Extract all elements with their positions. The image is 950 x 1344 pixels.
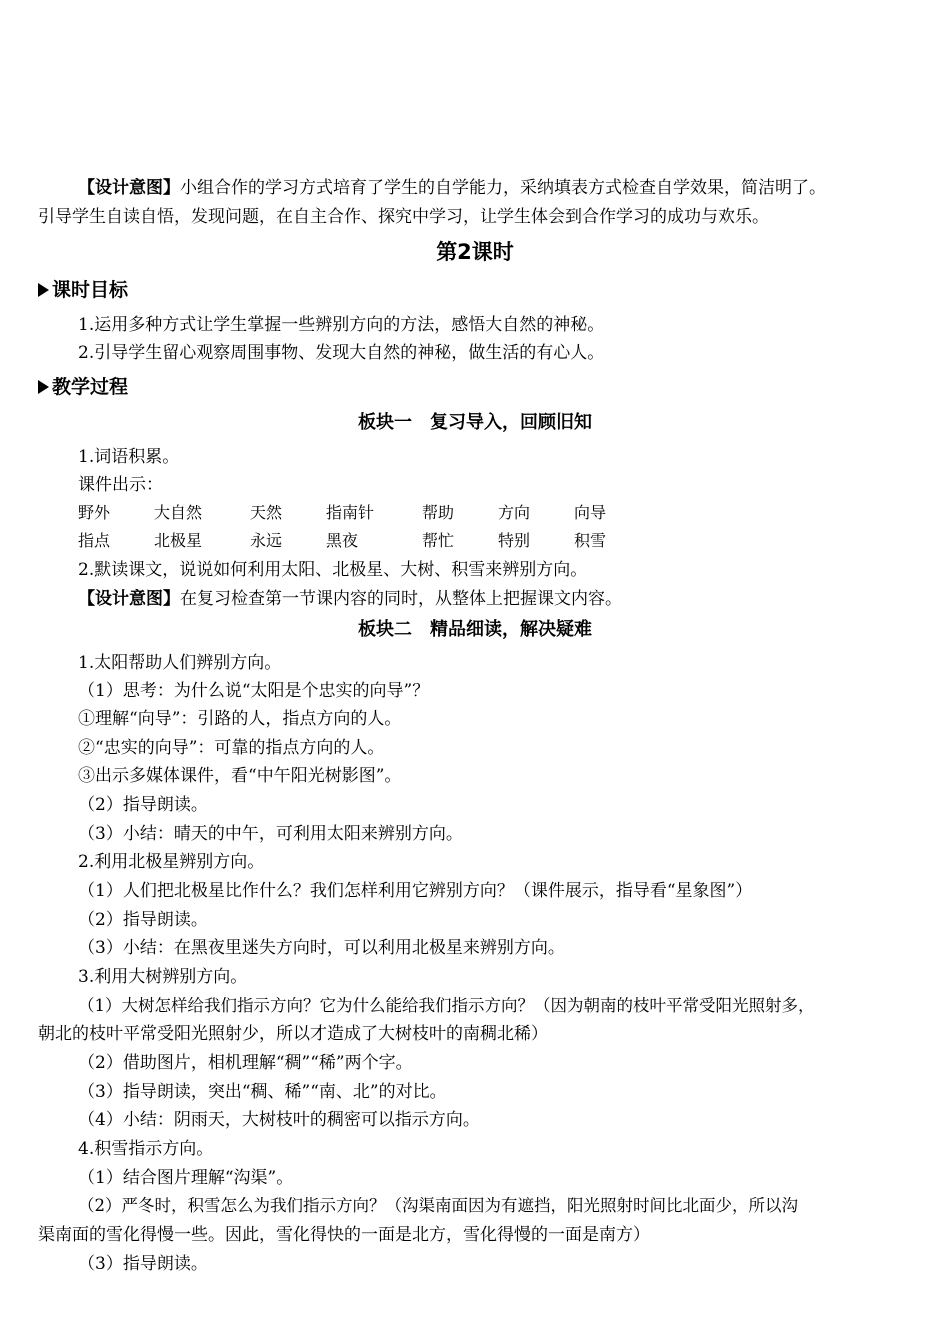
block2-line: 2.利用北极星辨别方向。 bbox=[78, 852, 265, 872]
word-item: 积雪 bbox=[574, 531, 607, 550]
block2-line: 1.太阳帮助人们辨别方向。 bbox=[78, 653, 282, 673]
block2-line: （3）指导朗读。 bbox=[78, 1254, 208, 1274]
goal-item-2: 2.引导学生留心观察周围事物、发现大自然的神秘，做生活的有心人。 bbox=[78, 343, 605, 363]
block2-line: 4.积雪指示方向。 bbox=[78, 1139, 214, 1159]
block2-line: （1）人们把北极星比作什么？我们怎样利用它辨别方向？（课件展示，指导看“星象图”） bbox=[78, 881, 753, 901]
word-item: 特别 bbox=[498, 531, 531, 550]
word-item: 大自然 bbox=[154, 503, 203, 522]
word-item: 方向 bbox=[498, 503, 531, 522]
design-intent-paragraph bbox=[78, 176, 826, 200]
process-heading-text: 教学过程 bbox=[52, 376, 129, 398]
word-item: 永远 bbox=[250, 531, 283, 550]
block2-line: 朝北的枝叶平常受阳光照射少，所以才造成了大树枝叶的南稠北稀） bbox=[38, 1024, 548, 1044]
process-heading bbox=[38, 374, 128, 400]
lesson-title: 第2课时 bbox=[436, 240, 514, 264]
block2-line: （1）思考：为什么说“太阳是个忠实的向导”？ bbox=[78, 681, 430, 701]
word-item: 天然 bbox=[250, 503, 283, 522]
block2-line: ③出示多媒体课件，看“中午阳光树影图”。 bbox=[78, 766, 402, 786]
block1-title: 板块一 复习导入，回顾旧知 bbox=[358, 412, 592, 433]
word-item: 北极星 bbox=[154, 531, 203, 550]
goal-item-1: 1.运用多种方式让学生掌握一些辨别方向的方法，感悟大自然的神秘。 bbox=[78, 315, 605, 335]
block2-line: （4）小结：阴雨天，大树枝叶的稠密可以指示方向。 bbox=[78, 1110, 480, 1130]
block2-line: 渠南面的雪化得慢一些。因此，雪化得快的一面是北方，雪化得慢的一面是南方） bbox=[38, 1225, 650, 1245]
block2-line: （2）严冬时，积雪怎么为我们指示方向？（沟渠南面因为有遮挡，阳光照射时间比北面少，所以沟 bbox=[78, 1196, 798, 1215]
block2-line: （1）结合图片理解“沟渠”。 bbox=[78, 1168, 294, 1188]
courseware-label: 课件出示： bbox=[78, 475, 163, 495]
design-intent-label: 【设计意图】 bbox=[78, 178, 180, 198]
block2-line: （2）借助图片，相机理解“稠”“稀”两个字。 bbox=[78, 1053, 413, 1073]
block1-item-1: 1.词语积累。 bbox=[78, 447, 180, 467]
block2-line: 3.利用大树辨别方向。 bbox=[78, 967, 248, 987]
block1-item-2: 2.默读课文，说说如何利用太阳、北极星、大树、积雪来辨别方向。 bbox=[78, 560, 588, 580]
block2-line: （3）指导朗读，突出“稠、稀”“南、北”的对比。 bbox=[78, 1082, 447, 1102]
triangle-icon bbox=[38, 283, 49, 297]
word-item: 指点 bbox=[78, 531, 111, 550]
goals-heading-text: 课时目标 bbox=[52, 279, 129, 301]
block2-line: （2）指导朗读。 bbox=[78, 795, 208, 815]
word-item: 帮忙 bbox=[422, 531, 455, 550]
block2-line: （2）指导朗读。 bbox=[78, 910, 208, 930]
block2-line: （1）大树怎样给我们指示方向？它为什么能给我们指示方向？（因为朝南的枝叶平常受阳光照射多， bbox=[78, 996, 815, 1015]
word-item: 向导 bbox=[574, 503, 607, 522]
word-item: 黑夜 bbox=[326, 531, 359, 550]
design-intent-text: 在复习检查第一节课内容的同时，从整体上把握课文内容。 bbox=[180, 589, 622, 609]
word-item: 野外 bbox=[78, 503, 111, 522]
design-intent-text: 小组合作的学习方式培育了学生的自学能力，采纳填表方式检查自学效果，简洁明了。 bbox=[180, 178, 826, 198]
block1-design-intent bbox=[78, 587, 622, 611]
word-item: 帮助 bbox=[422, 503, 455, 522]
block2-line: ①理解“向导”：引路的人，指点方向的人。 bbox=[78, 709, 402, 729]
block2-line: （3）小结：在黑夜里迷失方向时，可以利用北极星来辨别方向。 bbox=[78, 938, 565, 958]
block2-line: ②“忠实的向导”：可靠的指点方向的人。 bbox=[78, 738, 385, 758]
goals-heading bbox=[38, 277, 128, 303]
design-intent-text-2: 引导学生自读自悟，发现问题，在自主合作、探究中学习，让学生体会到合作学习的成功与欢乐。 bbox=[38, 207, 769, 227]
block2-title: 板块二 精品细读，解决疑难 bbox=[358, 619, 592, 640]
word-item: 指南针 bbox=[326, 503, 375, 522]
triangle-icon bbox=[38, 380, 49, 394]
block2-line: （3）小结：晴天的中午，可利用太阳来辨别方向。 bbox=[78, 824, 463, 844]
design-intent-label: 【设计意图】 bbox=[78, 589, 180, 609]
